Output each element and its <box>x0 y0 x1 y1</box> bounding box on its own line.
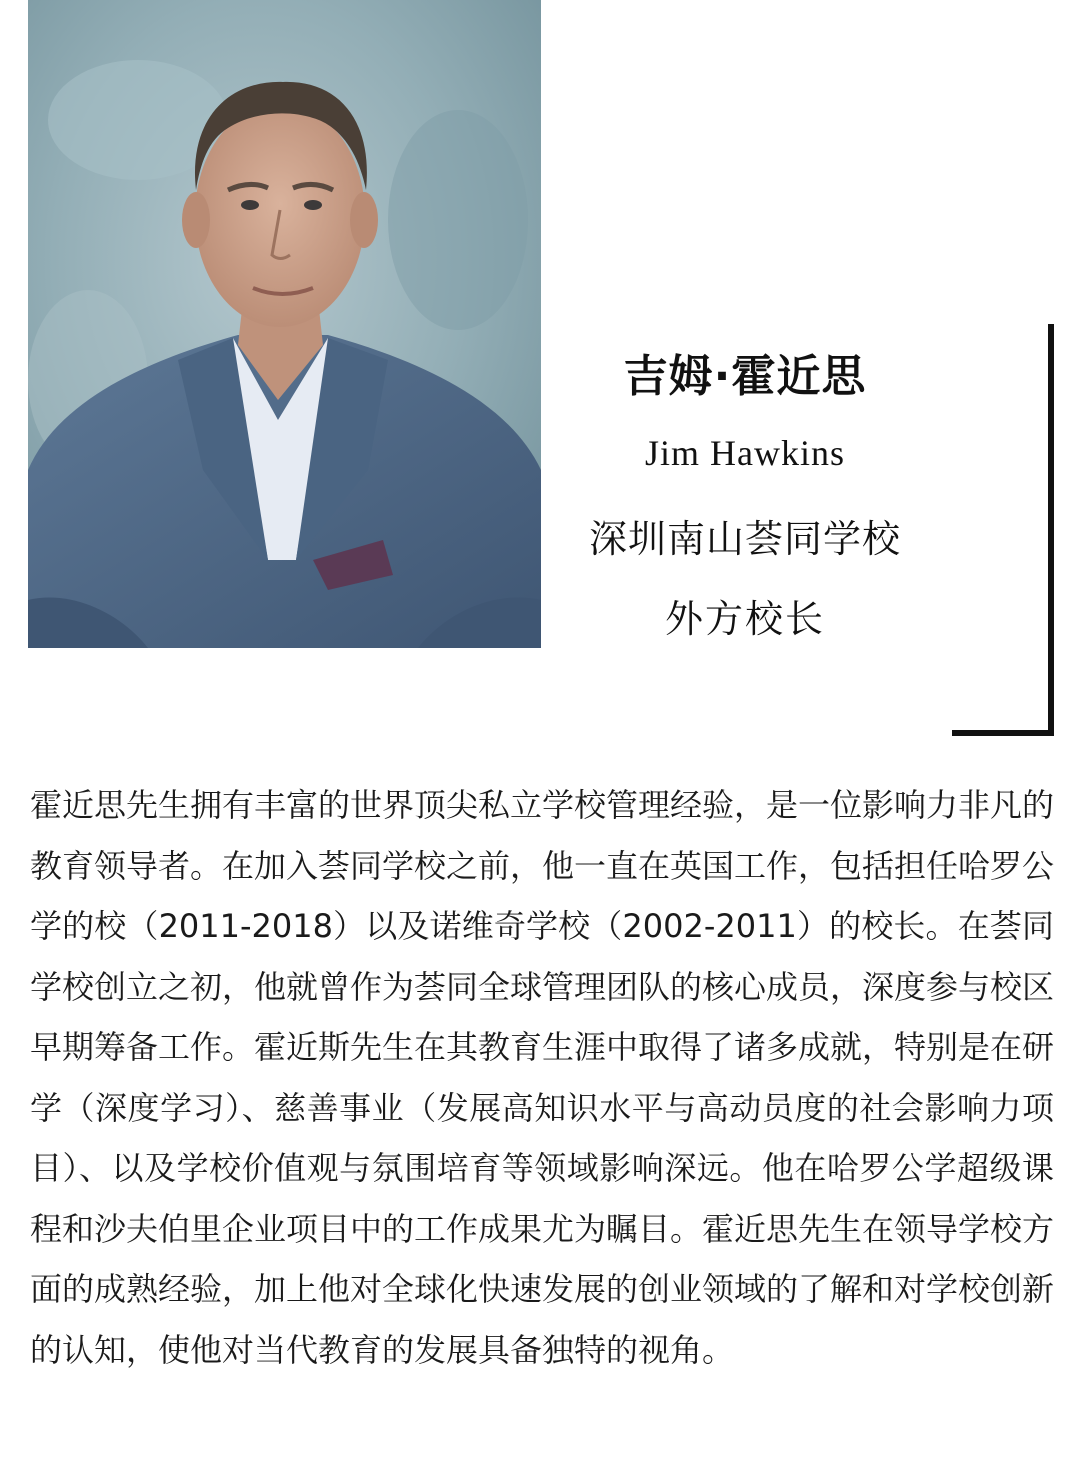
corner-bracket-decoration <box>952 324 1054 736</box>
person-name-chinese: 吉姆·霍近思 <box>623 351 867 402</box>
person-role: 外方校长 <box>664 597 825 641</box>
person-name-english: Jim Hawkins <box>645 433 845 473</box>
school-name: 深圳南山荟同学校 <box>588 517 901 561</box>
portrait-photo <box>28 0 541 648</box>
biography-paragraph: 霍近思先生拥有丰富的世界顶尖私立学校管理经验，是一位影响力非凡的教育领导者。在加入荟同学校之前，他一直在英国工作，包括担任哈罗公学的校（2011-2018）以及诺维奇学校（2002-2011）的校长。在荟同学校创立之初，他就曾作为荟同全球管理团队的核心成员，深度参与校区早期筹备工作。霍近斯先生在其教育生涯中取得了诸多成就，特别是在研学（深度学习）、慈善事业（发展高知识水平与高动员度的社会影响力项目）、以及学校价值观与氛围培育等领域影响深远。他在哈罗公学超级课程和沙夫伯里企业项目中的工作成果尤为瞩目。霍近思先生在领导学校方面的成熟经验，加上他对全球化快速发展的创业领域的了解和对学校创新的认知，使他对当代教育的发展具备独特的视角。 <box>30 786 1055 1369</box>
